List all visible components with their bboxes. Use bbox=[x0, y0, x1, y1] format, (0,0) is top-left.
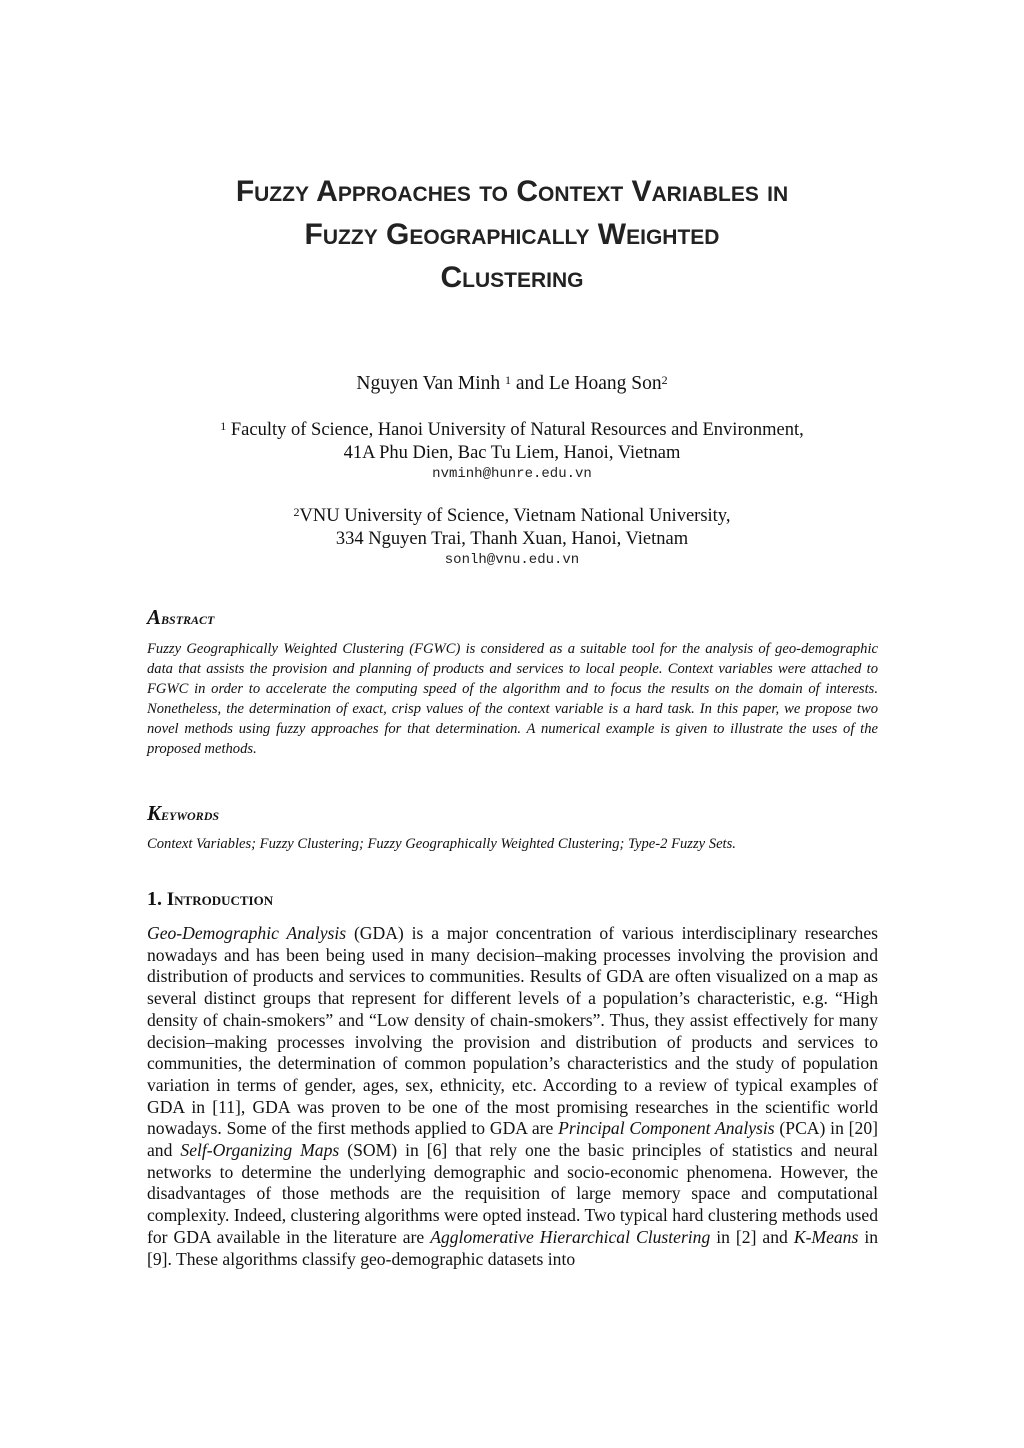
affiliation-2-line-1: VNU University of Science, Vietnam National University, bbox=[299, 506, 731, 526]
paper-title bbox=[100, 170, 924, 299]
author-2-affil-mark: 2 bbox=[661, 373, 668, 387]
affiliation-1-mark: 1 bbox=[220, 419, 227, 433]
affiliation-2 bbox=[0, 505, 1024, 569]
affiliation-1 bbox=[0, 419, 1024, 483]
affiliation-1-email: nvminh@hunre.edu.vn bbox=[432, 466, 592, 482]
author-1-affil-mark: 1 bbox=[505, 373, 512, 387]
title-line-2: Fuzzy Geographically Weighted bbox=[304, 218, 720, 251]
abstract-heading: Abstract bbox=[147, 605, 215, 629]
affiliation-2-email: sonlh@vnu.edu.vn bbox=[444, 552, 580, 568]
keywords-heading: Keywords bbox=[147, 801, 220, 825]
author-2-name: and Le Hoang Son bbox=[515, 373, 662, 394]
author-1-name: Nguyen Van Minh bbox=[356, 373, 501, 394]
author-line bbox=[0, 370, 1024, 398]
abstract-text: Fuzzy Geographically Weighted Clustering (FGWC) is considered as a suitable tool for the analysis of geo-demographic data that assists the provision and planning of products and services to local people. Context variables were attached to FGWC in order to accelerate the computing speed of the algorithm and to focus the results on the domain of interests. Nonetheless, the determination of exact, crisp values of the context variable is a hard task. In this paper, we propose two novel methods using fuzzy approaches for that determination. A numerical example is given to illustrate the uses of the proposed methods. bbox=[147, 641, 878, 757]
affiliation-1-line-2: 41A Phu Dien, Bac Tu Liem, Hanoi, Vietnam bbox=[343, 443, 681, 463]
keywords-text: Context Variables; Fuzzy Clustering; Fuzzy Geographically Weighted Clustering; Type-2 Fuzzy Sets. bbox=[147, 836, 736, 852]
affiliation-2-line-2: 334 Nguyen Trai, Thanh Xuan, Hanoi, Vietnam bbox=[335, 529, 689, 549]
title-line-1: Fuzzy Approaches to Context Variables in bbox=[235, 175, 789, 208]
introduction-paragraph: Geo-Demographic Analysis (GDA) is a major concentration of various interdisciplinary researches nowadays and has been being used in many decision–making processes involving the provision and distribution of products and services to communities. Results of GDA are often visualized on a map as several distinct groups that represent for different levels of a population’s characteristic, e.g. “High density of chain-smokers” and “Low density of chain-smokers”. Thus, they assist effectively for many decision–making processes involving the provision and distribution of products and services to communities, the determination of common population’s characteristics and the study of population variation in terms of gender, ages, sex, ethnicity, etc. According to a review of typical examples of GDA in [11], GDA was proven to be one of the most promising researches in the scientific world nowadays. Some of the first methods applied to GDA are Principal Component Analysis (PCA) in [20] and Self-Organizing Maps (SOM) in [6] that rely one the basic principles of statistics and neural networks to determine the underlying demographic and socio-economic phenomena. However, the disadvantages of those methods are the requisition of large memory space and computational complexity. Indeed, clustering algorithms were opted instead. Two typical hard clustering methods used for GDA available in the literature are Agglomerative Hierarchical Clustering in [2] and K-Means in [9]. These algorithms classify geo-demographic datasets into bbox=[147, 923, 878, 1269]
section-number: 1. bbox=[147, 888, 162, 910]
title-line-3: Clustering bbox=[440, 261, 584, 294]
affiliation-1-line-1: Faculty of Science, Hanoi University of Natural Resources and Environment, bbox=[230, 420, 804, 440]
introduction-heading bbox=[147, 886, 273, 913]
section-title: Introduction bbox=[166, 889, 274, 910]
affiliation-2-mark: 2 bbox=[293, 505, 300, 519]
